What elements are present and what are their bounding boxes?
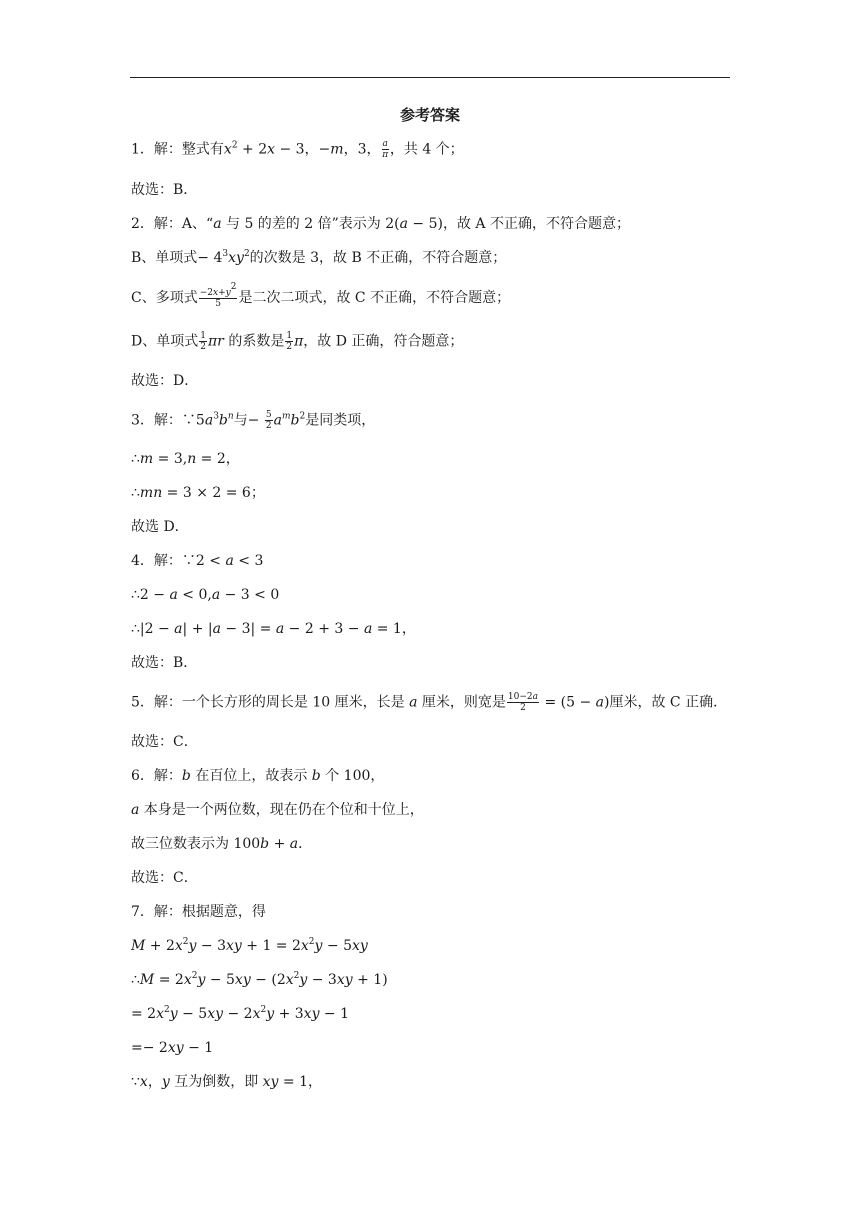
- answer-line: 6．解：b 在百位上，故表示 b 个 100，: [131, 768, 385, 784]
- answer-line: ∴|2 − a| + |a − 3| = a − 2 + 3 − a = 1，: [131, 621, 416, 637]
- page-title: 参考答案: [399, 106, 460, 124]
- answer-line: 故选：C．: [131, 734, 198, 750]
- answer-line: 7．解：根据题意，得: [131, 904, 266, 920]
- answer-line: ∵x，y 互为倒数，即 xy = 1，: [131, 1074, 323, 1090]
- answer-line: 故选 D．: [131, 519, 189, 535]
- answer-line: 3．解：$\because 5a^3b^n$与− $\frac{5}{2}$ $a^mb^2$是同类项，: [131, 410, 376, 431]
- answer-line: 故选：D．: [131, 373, 199, 389]
- answer-line: 4．解：∵2 < a < 3: [131, 553, 264, 569]
- header-rule: [130, 77, 730, 78]
- answer-line: 故选：B．: [131, 655, 198, 671]
- answer-line: ∴M = $2x^2y - 5xy - (2x^2y - 3xy + 1)$: [131, 971, 388, 988]
- answer-line: D、单项式 $\frac{1}{2}$ πr 的系数是 $\frac{1}{2}$ π，故 D 正确，符合题意；: [131, 331, 464, 352]
- answer-line: =− 2xy − 1: [131, 1040, 214, 1056]
- answer-line: 故三位数表示为 100b + a．: [131, 836, 313, 852]
- answer-line: 1．解：整式有$x^2 + 2x - 3$，−m，3， $\frac{a}{\pi}$ ，共 4 个；: [131, 139, 464, 160]
- answer-line: ∴2 − a < 0,a − 3 < 0: [131, 587, 280, 603]
- answer-line: a 本身是一个两位数，现在仍在个位和十位上，: [131, 802, 424, 818]
- answer-line: 故选：C．: [131, 870, 198, 886]
- answer-line: $M + 2x^2y - 3xy + 1 = 2x^2y - 5xy$: [131, 937, 368, 954]
- answer-line: 2．解：A、“a 与 5 的差的 2 倍”表示为 2(a − 5)，故 A 不正确，不符合题意；: [131, 216, 630, 232]
- answer-line: 故选：B．: [131, 182, 198, 198]
- answer-line: = $2x^2y - 5xy - 2x^2y + 3xy - 1$: [131, 1005, 350, 1022]
- answer-line: ∴m = 3,n = 2，: [131, 451, 240, 467]
- answer-line: 5．解：一个长方形的周长是 10 厘米，长是 a 厘米，则宽是 $\frac{10-2a}{2}$ = (5 − a)厘米，故 C 正确．: [131, 692, 728, 713]
- answer-line: B、单项式− $4^3xy^2$的次数是 3，故 B 不正确，不符合题意；: [131, 249, 507, 266]
- answer-line: C、多项式 $\frac{-2x+y^2}{5}$ 是二次二项式，故 C 不正确，不符合题意；: [131, 282, 511, 309]
- answer-line: ∴mn = 3 × 2 = 6；: [131, 485, 265, 501]
